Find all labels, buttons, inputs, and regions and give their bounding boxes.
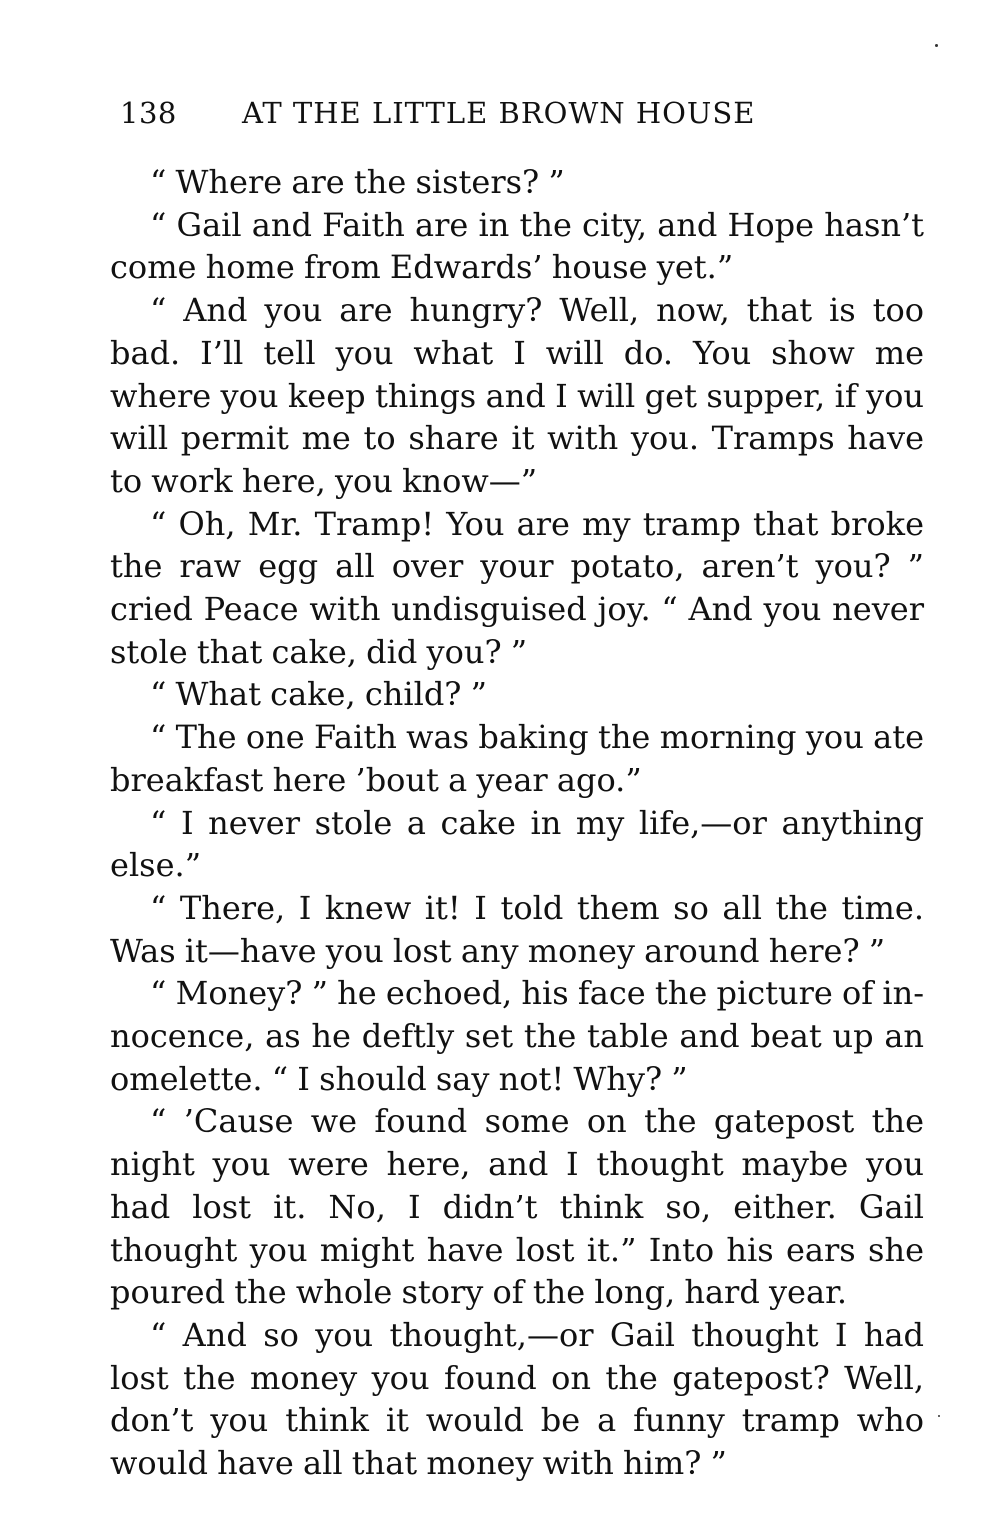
- paragraph: “ And you are hungry? Well, now, that is too bad. I’ll tell you what I will do. You show me where you keep things and I will get supper, if you will permit me to share it with you. Tramps have to work here, you know—”: [110, 291, 924, 500]
- paragraph: “ And so you thought,—or Gail thought I had lost the money you found on the gatepost? Well, don’t you think it would be a funny tramp who would have all that money with him? ”: [110, 1315, 924, 1483]
- paragraph: “ What cake, child? ”: [150, 675, 487, 714]
- page-number: 138: [120, 96, 177, 130]
- running-head-title: AT THE LITTLE BROWN HOUSE: [242, 96, 756, 130]
- paragraph: “ Money? ” he echoed, his face the picture of innocence, as he deftly set the table and beat up an omelette. “ I should say not! Why? ”: [110, 974, 924, 1098]
- paragraph: “ Oh, Mr. Tramp! You are my tramp that broke the raw egg all over your potato, aren’t you? ” cried Peace with undisguised joy. “ And you never stole that cake, did you? ”: [110, 504, 924, 671]
- running-header: [120, 92, 840, 134]
- paragraph: “ ’Cause we found some on the gatepost the night you were here, and I thought maybe you had lost it. No, I didn’t think so, either. Gail thought you might have lost it.” Into his ears she poured the whole story of the long, hard year.: [110, 1102, 924, 1312]
- paragraph: “ I never stole a cake in my life,—or anything else.”: [110, 803, 924, 885]
- paragraph: “ There, I knew it! I told them so all the time. Was it—have you lost any money around here? ”: [110, 888, 924, 970]
- paragraph: “ The one Faith was baking the morning you ate breakfast here ’bout a year ago.”: [110, 718, 924, 799]
- page-body: [110, 161, 924, 1485]
- paragraph: “ Where are the sisters? ”: [150, 163, 565, 201]
- print-speck: [935, 44, 938, 47]
- print-speck: [938, 1415, 940, 1417]
- paragraph: “ Gail and Faith are in the city, and Hope hasn’t come home from Edwards’ house yet.”: [110, 205, 924, 287]
